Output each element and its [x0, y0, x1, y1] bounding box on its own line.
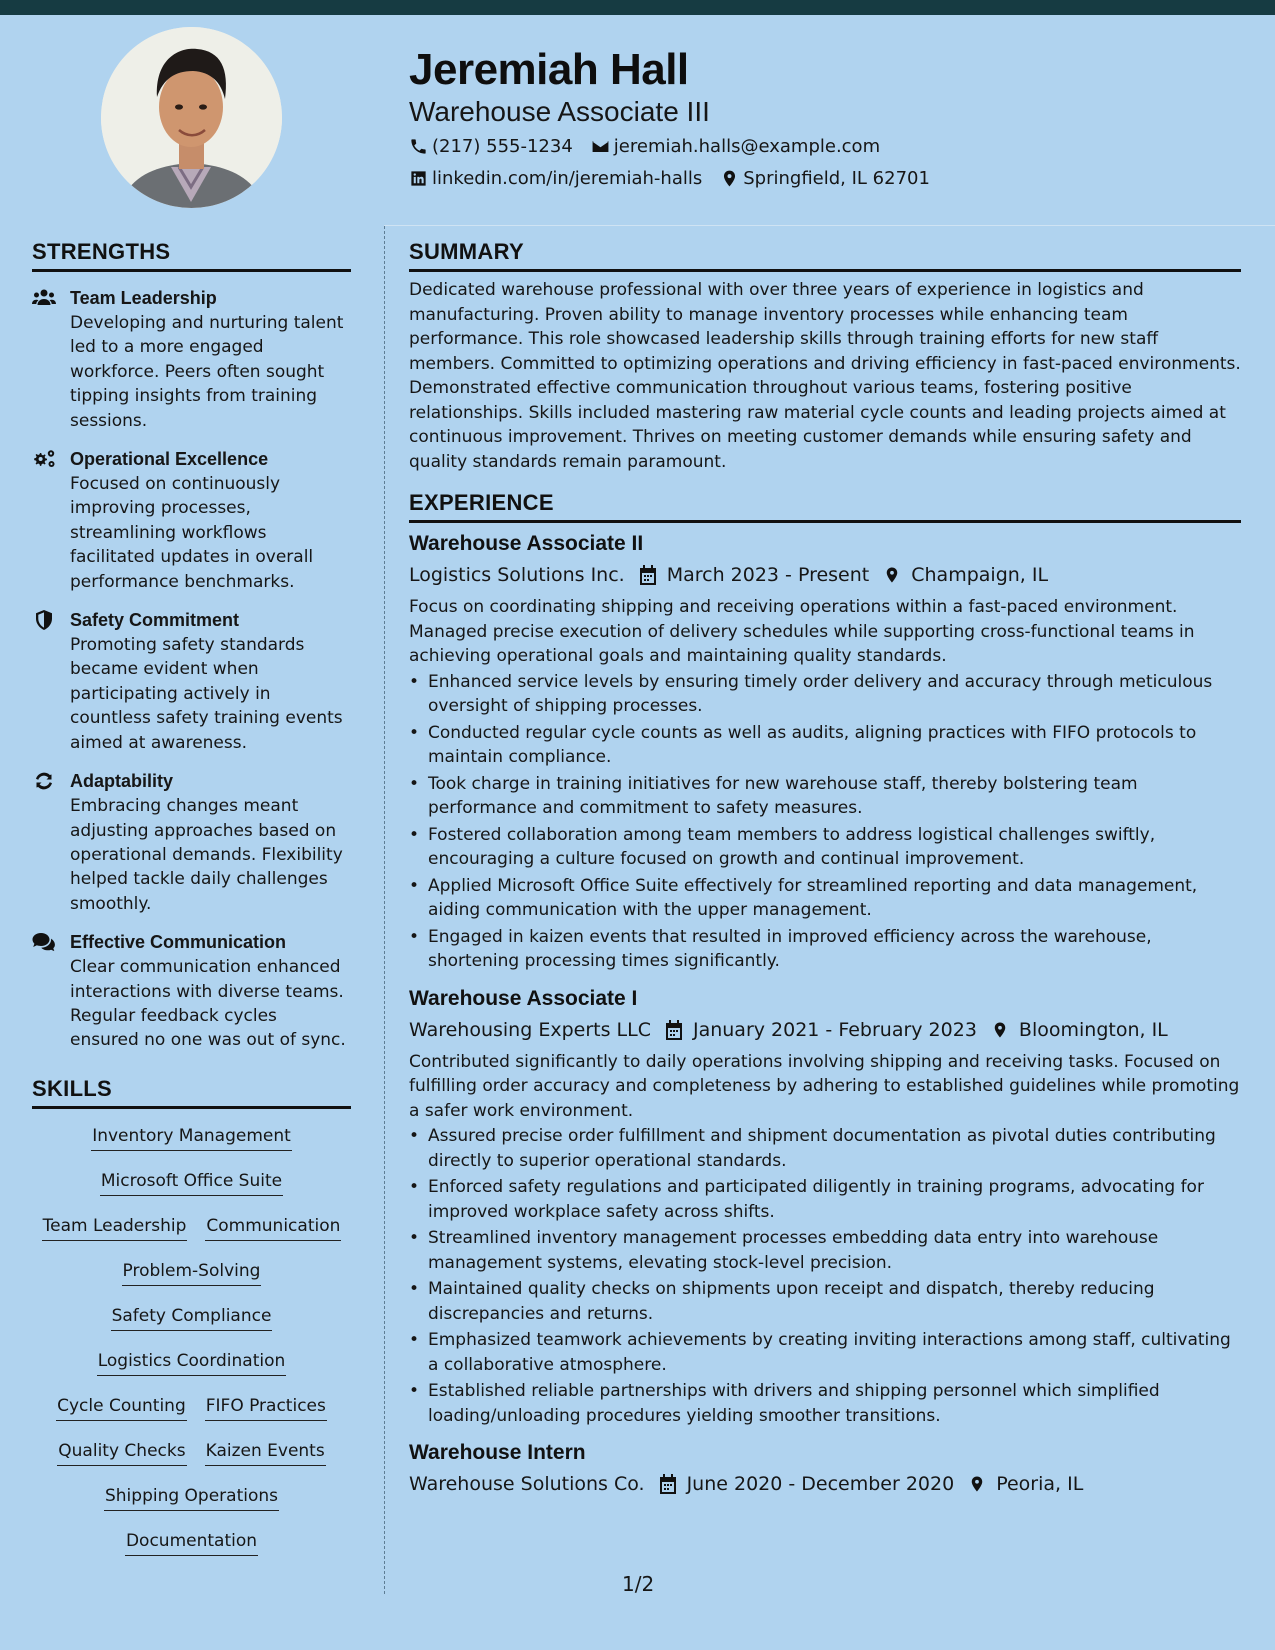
experience-heading: EXPERIENCE [409, 489, 1241, 523]
bullet-item: • Enhanced service levels by ensuring timely order delivery and accuracy through meticulous oversight of shipping processes. [409, 670, 1241, 719]
skills-heading: SKILLS [32, 1075, 351, 1109]
contact-row-2 [409, 162, 1249, 194]
job-title: Warehouse Associate II [409, 532, 644, 555]
avatar-illustration [101, 27, 282, 208]
envelope-icon [591, 137, 610, 156]
calendar-icon [665, 1020, 683, 1040]
candidate-name: Jeremiah Hall [409, 45, 689, 94]
linkedin-icon [409, 169, 428, 188]
job-location: Peoria, IL [996, 1473, 1084, 1495]
bullet-item: • Fostered collaboration among team members to address logistical challenges swiftly, encouraging a culture focused on growth and continual improvement. [409, 823, 1241, 872]
comments-icon [32, 932, 56, 952]
skill-tag: Logistics Coordination [97, 1349, 287, 1376]
skill-tag: Shipping Operations [104, 1484, 279, 1511]
strength-desc: Developing and nurturing talent led to a more engaged workforce. Peers often sought tipping insights from training sessions. [70, 313, 344, 431]
phone-text: (217) 555-1234 [432, 135, 573, 157]
job-entry [409, 1438, 1241, 1500]
shield-icon [32, 610, 56, 630]
top-accent-bar [0, 0, 1275, 15]
map-pin-icon [720, 169, 739, 188]
job-description: Focus on coordinating shipping and receiving operations within a fast-paced environment. Managed precise execution of delivery schedules while supporting cross-functional teams in achieving operational goals and maintaining quality standards. [409, 597, 1195, 666]
strength-desc: Clear communication enhanced interactions with diverse teams. Regular feedback cycles ensured no one was out of sync. [70, 957, 346, 1051]
strength-desc: Promoting safety standards became evident when participating actively in countless safety training events aimed at awareness. [70, 635, 343, 753]
bullet-item: • Engaged in kaizen events that resulted in improved efficiency across the warehouse, shortening processing times significantly. [409, 925, 1241, 974]
job-meta [409, 1014, 1241, 1046]
right-column [409, 238, 1241, 1500]
job-company: Warehouse Solutions Co. [409, 1473, 645, 1495]
bullet-item: • Applied Microsoft Office Suite effectively for streamlined reporting and data management, aiding communication with the upper management. [409, 874, 1241, 923]
summary-heading: SUMMARY [409, 238, 1241, 272]
sync-icon [32, 771, 56, 791]
skill-tag: Inventory Management [91, 1124, 292, 1151]
bullet-item: • Streamlined inventory management processes embedding data entry into warehouse management systems, elevating stock-level precision. [409, 1226, 1241, 1275]
job-title: Warehouse Associate I [409, 986, 638, 1010]
skills-list [32, 1115, 351, 1565]
location-text: Springfield, IL 62701 [743, 167, 930, 189]
skill-tag: Communication [205, 1214, 341, 1241]
strength-item [32, 929, 351, 1053]
calendar-icon [639, 565, 657, 585]
strength-title: Effective Communication [70, 932, 287, 953]
job-dates: June 2020 - December 2020 [686, 1473, 955, 1495]
map-pin-icon [991, 1020, 1009, 1040]
calendar-icon [659, 1474, 677, 1494]
strengths-heading: STRENGTHS [32, 238, 351, 272]
linkedin-contact[interactable] [409, 168, 702, 189]
strength-item [32, 607, 351, 755]
strength-title: Adaptability [70, 771, 174, 792]
job-meta [409, 559, 1241, 591]
bullet-item: • Maintained quality checks on shipments upon receipt and dispatch, thereby reducing discrepancies and returns. [409, 1277, 1241, 1326]
job-company: Warehousing Experts LLC [409, 1018, 651, 1041]
job-bullets [409, 1124, 1241, 1428]
resume-header [409, 42, 1249, 194]
skill-tag: Kaizen Events [205, 1439, 326, 1466]
users-icon [32, 288, 56, 308]
strength-desc: Focused on continuously improving processes, streamlining workflows facilitated updates in overall performance benchmarks. [70, 474, 314, 592]
header-divider [384, 225, 1275, 226]
job-meta [409, 1468, 1241, 1500]
job-location: Bloomington, IL [1018, 1018, 1168, 1041]
email-text: jeremiah.halls@example.com [613, 135, 881, 157]
job-bullets [409, 670, 1241, 974]
skill-tag: Microsoft Office Suite [100, 1169, 283, 1196]
strength-item [32, 768, 351, 916]
strength-title: Operational Excellence [70, 449, 269, 470]
map-pin-icon [883, 565, 901, 585]
summary-text: Dedicated warehouse professional with over three years of experience in logistics and manufacturing. Proven ability to manage inventory processes while enhancing team performance. This role showcased leadership skills through training efforts for new staff members. Committed to optimizing operations and driving efficiency in fast-paced environments. Demonstrated effective communication throughout various teams, fostering positive relationships. Skills included mastering raw material cycle counts and leading projects aimed at continuous improvement. Thrives on meeting customer demands while ensuring safety and quality standards remain paramount. [409, 280, 1241, 472]
strength-title: Team Leadership [70, 288, 217, 308]
skill-tag: Documentation [125, 1529, 258, 1556]
job-dates: January 2021 - February 2023 [692, 1018, 977, 1041]
map-pin-icon [968, 1474, 986, 1494]
job-dates: March 2023 - Present [666, 564, 870, 586]
email-contact[interactable] [591, 136, 880, 157]
strength-item [32, 446, 351, 594]
bullet-item: • Enforced safety regulations and participated diligently in training programs, advocating for improved workplace safety across shifts. [409, 1175, 1241, 1224]
skill-tag: Problem-Solving [122, 1259, 262, 1286]
page-number: 1/2 [622, 1572, 655, 1596]
phone-contact[interactable] [409, 136, 573, 157]
job-company: Logistics Solutions Inc. [409, 564, 625, 586]
skill-tag: Cycle Counting [56, 1394, 187, 1421]
profile-photo [101, 27, 282, 208]
gears-icon [32, 449, 56, 469]
location-contact [720, 168, 930, 189]
left-column [32, 238, 351, 1565]
linkedin-text: linkedin.com/in/jeremiah-halls [432, 167, 703, 189]
strength-item [32, 285, 351, 433]
bullet-item: • Took charge in training initiatives for new warehouse staff, thereby bolstering team performance and commitment to safety measures. [409, 772, 1241, 821]
skill-tag: Safety Compliance [111, 1304, 273, 1331]
job-entry [409, 529, 1241, 974]
contact-row-1 [409, 130, 1249, 162]
strength-desc: Embracing changes meant adjusting approaches based on operational demands. Flexibility helped tackle daily challenges smoothly. [70, 796, 343, 914]
bullet-item: • Conducted regular cycle counts as well as audits, aligning practices with FIFO protocols to maintain compliance. [409, 721, 1241, 770]
bullet-item: • Emphasized teamwork achievements by creating inviting interactions among staff, cultivating a collaborative atmosphere. [409, 1328, 1241, 1377]
bullet-item: • Assured precise order fulfillment and shipment documentation as pivotal duties contributing directly to superior operational standards. [409, 1124, 1241, 1173]
phone-icon [409, 137, 428, 156]
bullet-item: • Established reliable partnerships with drivers and shipping personnel which simplified loading/unloading procedures yielding smoother transitions. [409, 1379, 1241, 1428]
column-divider [384, 226, 385, 1594]
candidate-title: Warehouse Associate III [409, 96, 710, 127]
job-entry [409, 984, 1241, 1429]
skill-tag: Quality Checks [57, 1439, 186, 1466]
skill-tag: Team Leadership [42, 1214, 188, 1241]
job-location: Champaign, IL [911, 564, 1049, 586]
job-title: Warehouse Intern [409, 1441, 586, 1464]
job-description: Contributed significantly to daily operations involving shipping and receiving tasks. Focused on fulfilling order accuracy and completeness by adhering to established guidelines while promoting a safer work environment. [409, 1051, 1240, 1121]
skill-tag: FIFO Practices [205, 1394, 327, 1421]
strength-title: Safety Commitment [70, 610, 240, 631]
